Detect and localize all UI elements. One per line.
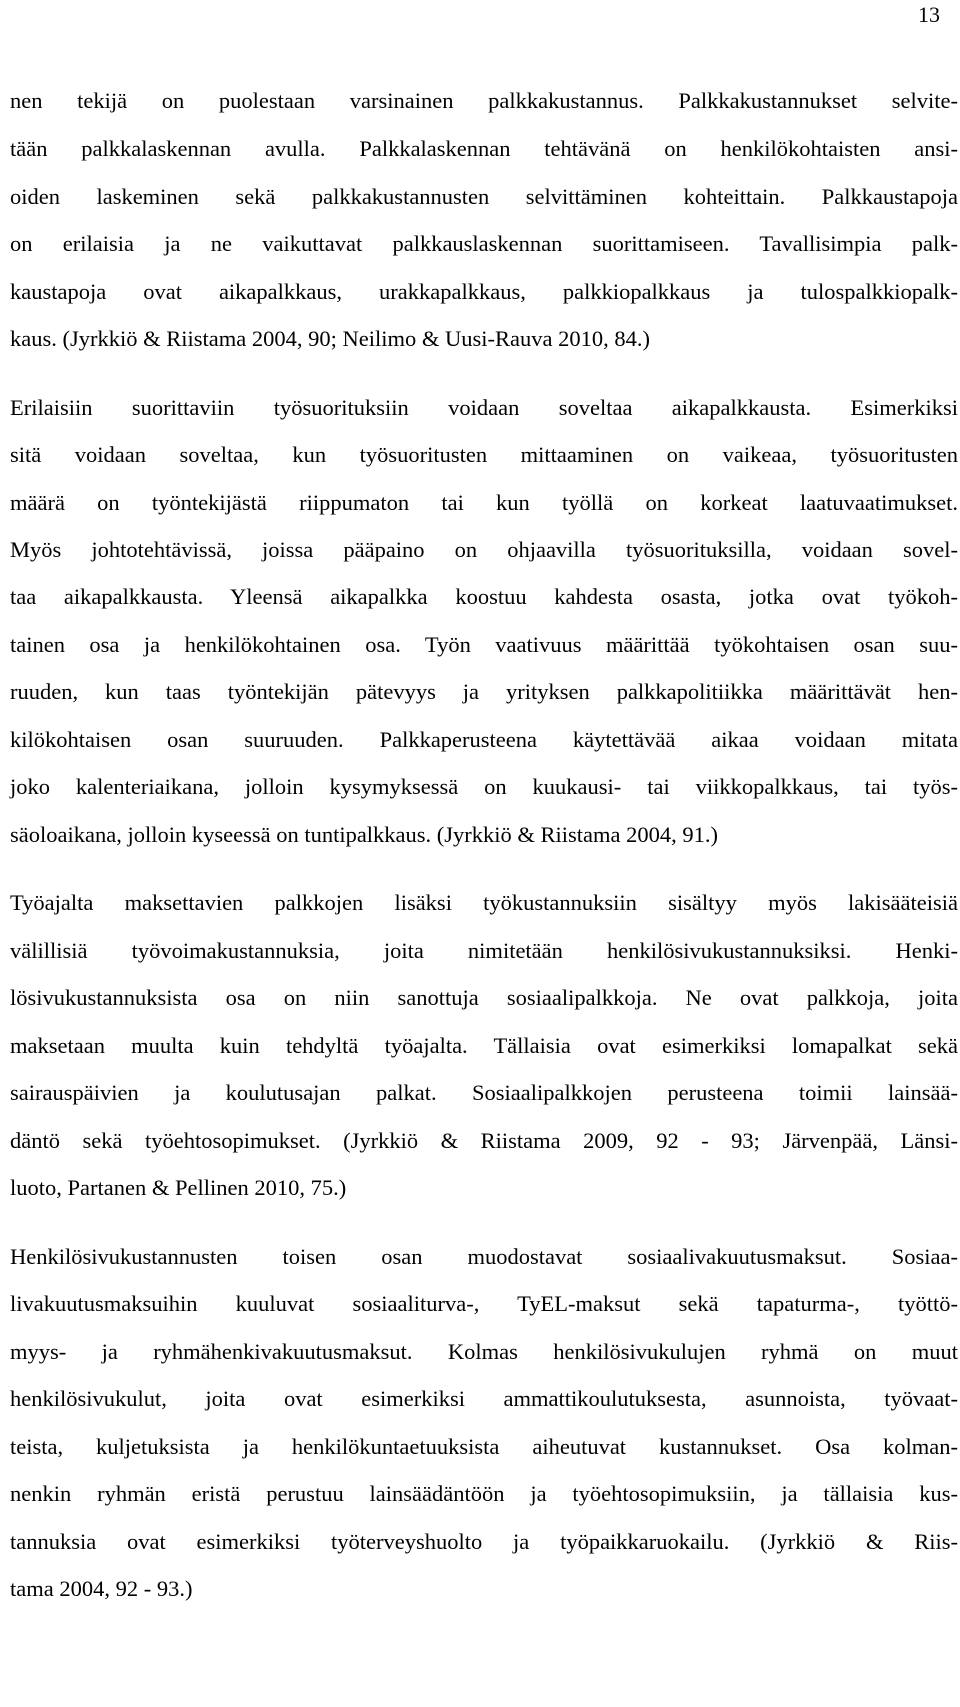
paragraph-line: livakuutusmaksuihin kuuluvat sosiaaliturva-, TyEL-maksut sekä tapaturma-, työttö- xyxy=(10,1291,958,1316)
paragraph-line: luoto, Partanen & Pellinen 2010, 75.) xyxy=(10,1175,347,1200)
paragraph-line: teista, kuljetuksista ja henkilökuntaetuuksista aiheutuvat kustannukset. Osa kolman- xyxy=(10,1434,958,1459)
paragraph-line: joko kalenteriaikana, jolloin kysymyksessä on kuukausi- tai viikkopalkkaus, tai työs- xyxy=(10,774,958,799)
paragraph-line: nenkin ryhmän eristä perustuu lainsäädäntöön ja työehtosopimuksiin, ja tällaisia kus- xyxy=(10,1481,958,1506)
paragraph-line: tainen osa ja henkilökohtainen osa. Työn vaativuus määrittää työkohtaisen osan suu- xyxy=(10,632,958,657)
paragraph-line: on erilaisia ja ne vaikuttavat palkkauslaskennan suorittamiseen. Tavallisimpia palk- xyxy=(10,231,958,256)
paragraph-line: Erilaisiin suorittaviin työsuorituksiin voidaan soveltaa aikapalkkausta. Esimerkiksi xyxy=(10,395,958,420)
paragraph-line: kaustapoja ovat aikapalkkaus, urakkapalkkaus, palkkiopalkkaus ja tulospalkkiopalk- xyxy=(10,279,958,304)
paragraph-line: sitä voidaan soveltaa, kun työsuoritusten mittaaminen on vaikeaa, työsuoritusten xyxy=(10,442,958,467)
paragraph-line: maksetaan muulta kuin tehdyltä työajalta. Tällaisia ovat esimerkiksi lomapalkat sekä xyxy=(10,1033,958,1058)
paragraph-line: Myös johtotehtävissä, joissa pääpaino on ohjaavilla työsuorituksilla, voidaan sovel- xyxy=(10,537,958,562)
page-number: 13 xyxy=(918,2,940,27)
paragraph-line: sairauspäivien ja koulutusajan palkat. Sosiaalipalkkojen perusteena toimii lainsää- xyxy=(10,1080,958,1105)
paragraph-line: oiden laskeminen sekä palkkakustannusten selvittäminen kohteittain. Palkkaustapoja xyxy=(10,184,958,209)
paragraph-line: ruuden, kun taas työntekijän pätevyys ja yrityksen palkkapolitiikka määrittävät hen- xyxy=(10,679,958,704)
paragraph-line: lösivukustannuksista osa on niin sanottuja sosiaalipalkkoja. Ne ovat palkkoja, joita xyxy=(10,985,958,1010)
paragraph-line: välillisiä työvoimakustannuksia, joita nimitetään henkilösivukustannuksiksi. Henki- xyxy=(10,938,958,963)
paragraph-line: däntö sekä työehtosopimukset. (Jyrkkiö & Riistama 2009, 92 - 93; Järvenpää, Länsi- xyxy=(10,1128,958,1153)
paragraph-line: kilökohtaisen osan suuruuden. Palkkaperusteena käytettävää aikaa voidaan mitata xyxy=(10,727,958,752)
paragraph-line: Henkilösivukustannusten toisen osan muodostavat sosiaalivakuutusmaksut. Sosiaa- xyxy=(10,1244,958,1269)
paragraph-line: kaus. (Jyrkkiö & Riistama 2004, 90; Neilimo & Uusi-Rauva 2010, 84.) xyxy=(10,326,650,351)
paragraph-line: määrä on työntekijästä riippumaton tai kun työllä on korkeat laatuvaatimukset. xyxy=(10,490,958,515)
paragraph-line: tään palkkalaskennan avulla. Palkkalaskennan tehtävänä on henkilökohtaisten ansi- xyxy=(10,136,958,161)
paragraph-line: tannuksia ovat esimerkiksi työterveyshuolto ja työpaikkaruokailu. (Jyrkkiö & Riis- xyxy=(10,1529,958,1554)
paragraph-line: Työajalta maksettavien palkkojen lisäksi työkustannuksiin sisältyy myös lakisääteisiä xyxy=(10,890,958,915)
paragraph-line: säoloaikana, jolloin kyseessä on tuntipalkkaus. (Jyrkkiö & Riistama 2004, 91.) xyxy=(10,822,719,847)
paragraph-line: henkilösivukulut, joita ovat esimerkiksi ammattikoulutuksesta, asunnoista, työvaat- xyxy=(10,1386,958,1411)
paragraph-line: myys- ja ryhmähenkivakuutusmaksut. Kolmas henkilösivukulujen ryhmä on muut xyxy=(10,1339,958,1364)
paragraph-line: nen tekijä on puolestaan varsinainen palkkakustannus. Palkkakustannukset selvite- xyxy=(10,88,958,113)
paragraph-line: taa aikapalkkausta. Yleensä aikapalkka koostuu kahdesta osasta, jotka ovat työkoh- xyxy=(10,584,958,609)
paragraph-line: tama 2004, 92 - 93.) xyxy=(10,1576,193,1601)
